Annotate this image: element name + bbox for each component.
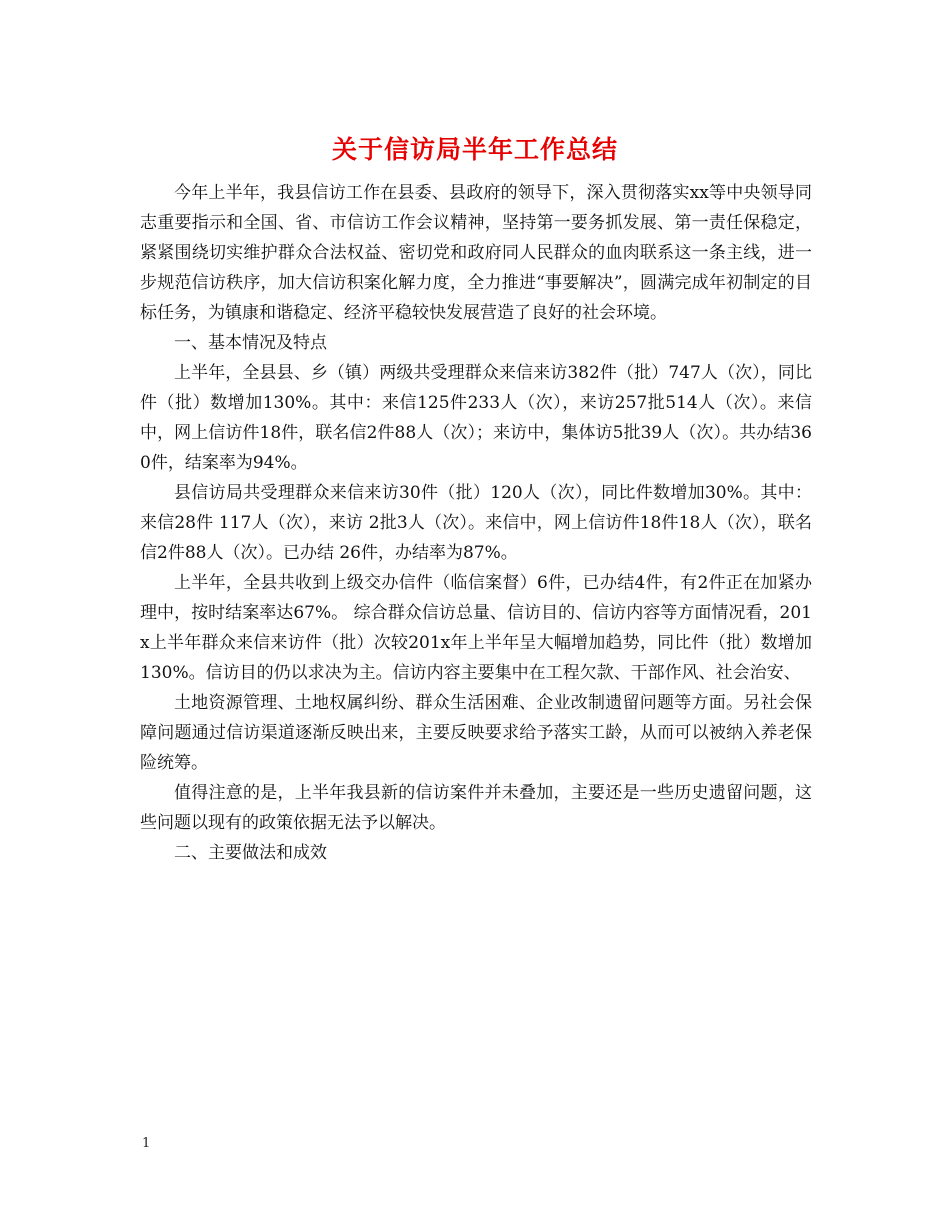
section-heading-main-practices: 二、主要做法和成效 — [174, 843, 327, 863]
paragraph-bureau-statistics: 县信访局共受理群众来信来访30件（批）120人（次），同比件数增加30%。其中：来信28件 117人（次），来访 2批3人（次）。来信中，网上信访件18件18人（次），联名信2件88人（次）。已办结 26件，办结率为87%。 — [140, 483, 812, 563]
document-body — [140, 178, 812, 868]
paragraph-land-issues: 土地资源管理、土地权属纠纷、群众生活困难、企业改制遗留问题等方面。另社会保障问题通过信访渠道逐渐反映出来，主要反映要求给予落实工龄，从而可以被纳入养老保险统筹。 — [140, 693, 812, 773]
paragraph-assigned-cases: 上半年，全县共收到上级交办信件（临信案督）6件，已办结4件，有2件正在加紧办理中，按时结案率达67%。 综合群众信访总量、信访目的、信访内容等方面情况看，201x上半年群众来信来访件（批）次较201x年上半年呈大幅增加趋势，同比件（批）数增加130%。信访目的仍以求决为主。信访内容主要集中在工程欠款、干部作风、社会治安、 — [140, 573, 812, 683]
paragraph-county-statistics: 上半年，全县县、乡（镇）两级共受理群众来信来访382件（批）747人（次），同比件（批）数增加130%。其中：来信125件233人（次），来访257批514人（次）。来信中，网上信访件18件，联名信2件88人（次）；来访中，集体访5批39人（次）。共办结360件，结案率为94%。 — [140, 363, 812, 473]
paragraph-historical-issues: 值得注意的是，上半年我县新的信访案件并未叠加，主要还是一些历史遗留问题，这些问题以现有的政策依据无法予以解决。 — [140, 783, 812, 833]
section-heading-basic-situation: 一、基本情况及特点 — [174, 333, 327, 353]
page-number: 1 — [142, 1136, 151, 1151]
paragraph-intro: 今年上半年，我县信访工作在县委、县政府的领导下，深入贯彻落实xx等中央领导同志重要指示和全国、省、市信访工作会议精神，坚持第一要务抓发展、第一责任保稳定，紧紧围绕切实维护群众合法权益、密切党和政府同人民群众的血肉联系这一条主线，进一步规范信访秩序，加大信访积案化解力度，全力推进“事要解决”，圆满完成年初制定的目标任务，为镇康和谐稳定、经济平稳较快发展营造了良好的社会环境。 — [140, 183, 812, 323]
document-title: 关于信访局半年工作总结 — [331, 135, 618, 164]
